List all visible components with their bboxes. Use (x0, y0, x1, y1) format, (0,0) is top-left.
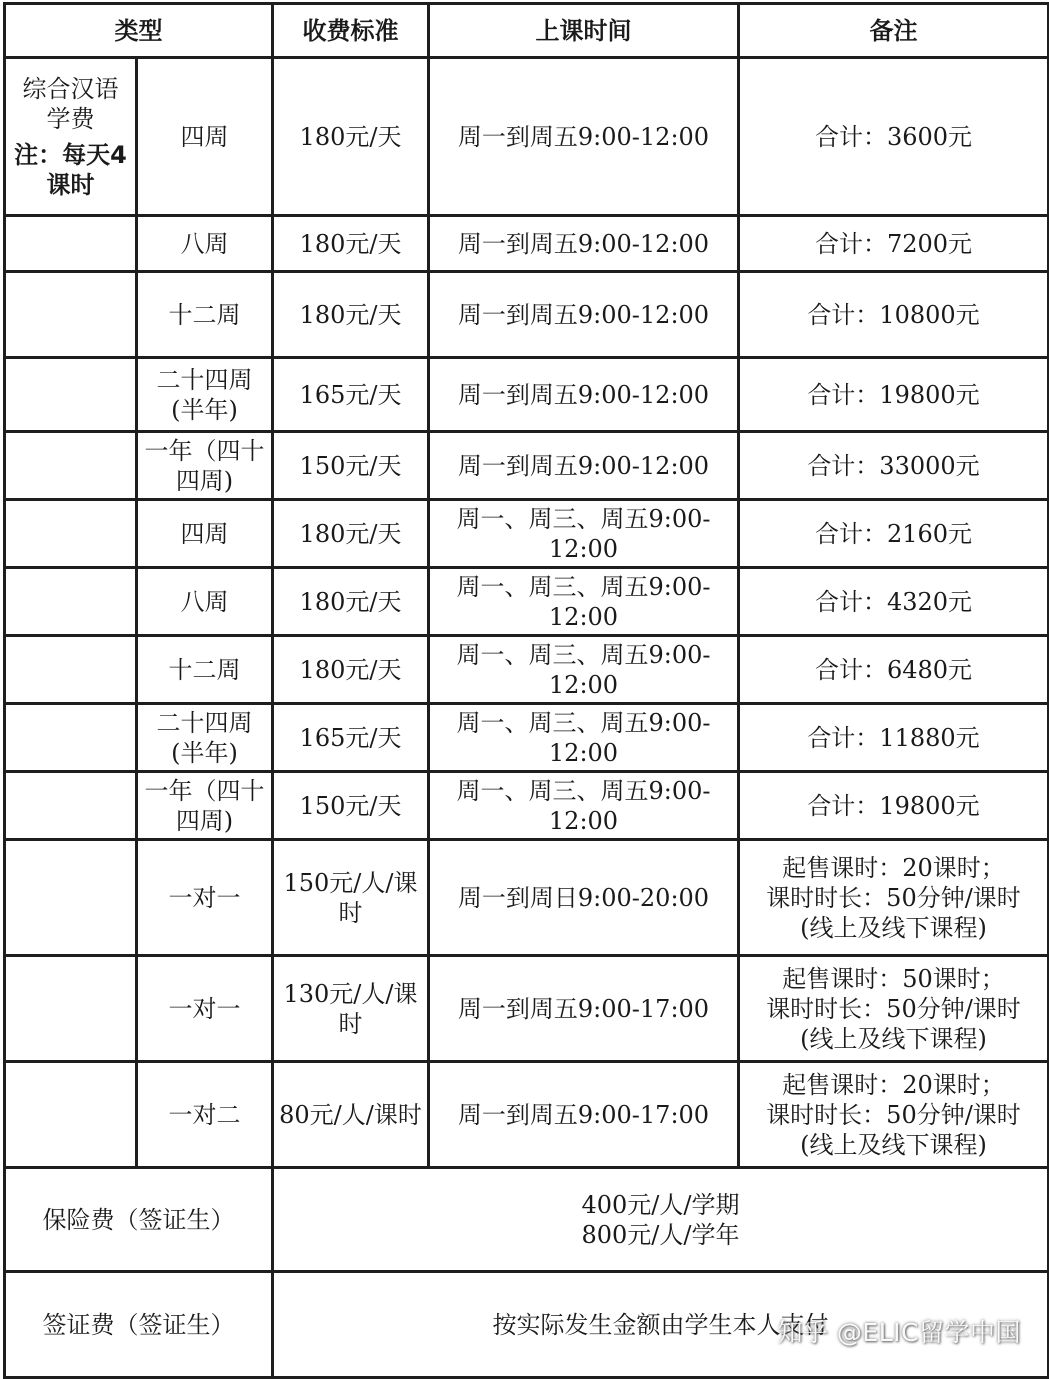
remark-cell: 合计：2160元 (739, 500, 1049, 568)
duration-cell: 一年（四十 四周) (137, 432, 273, 500)
fee-cell: 180元/天 (273, 636, 429, 704)
fee-cell: 150元/天 (273, 772, 429, 840)
table-row (5, 840, 1049, 956)
duration-cell: 十二周 (137, 272, 273, 358)
schedule-cell: 周一到周五9:00-17:00 (429, 956, 739, 1062)
category-cell-empty (5, 500, 137, 568)
schedule-cell: 周一、周三、周五9:00- 12:00 (429, 704, 739, 772)
table-row (5, 500, 1049, 568)
schedule-cell: 周一、周三、周五9:00- 12:00 (429, 772, 739, 840)
header-type: 类型 (5, 4, 273, 58)
header-row (5, 4, 1049, 58)
schedule-cell: 周一到周五9:00-12:00 (429, 58, 739, 216)
category-cell (5, 58, 137, 216)
table-row (5, 272, 1049, 358)
schedule-cell: 周一、周三、周五9:00- 12:00 (429, 636, 739, 704)
watermark: 知乎 @ELIC留学中国 (777, 1318, 1021, 1347)
schedule-cell: 周一到周五9:00-17:00 (429, 1062, 739, 1168)
remark-cell: 合计：3600元 (739, 58, 1049, 216)
table-row (5, 772, 1049, 840)
category-cell-empty (5, 772, 137, 840)
schedule-cell: 周一、周三、周五9:00- 12:00 (429, 568, 739, 636)
duration-cell: 一对一 (137, 840, 273, 956)
category-cell-empty (5, 1062, 137, 1168)
header-schedule: 上课时间 (429, 4, 739, 58)
fee-cell: 180元/天 (273, 272, 429, 358)
duration-cell: 一年（四十 四周) (137, 772, 273, 840)
table-row (5, 956, 1049, 1062)
category-cell-empty (5, 358, 137, 432)
category-title: 综合汉语 学费 (22, 74, 119, 133)
fee-cell: 165元/天 (273, 704, 429, 772)
table-row (5, 636, 1049, 704)
duration-cell: 一对二 (137, 1062, 273, 1168)
category-cell-empty (5, 636, 137, 704)
remark-cell: 起售课时：20课时； 课时时长：50分钟/课时 (线上及线下课程) (739, 1062, 1049, 1168)
table-row (5, 568, 1049, 636)
header-fee: 收费标准 (273, 4, 429, 58)
remark-cell: 起售课时：50课时； 课时时长：50分钟/课时 (线上及线下课程) (739, 956, 1049, 1062)
fee-cell: 180元/天 (273, 216, 429, 272)
fee-cell: 150元/人/课 时 (273, 840, 429, 956)
visa-label: 签证费（签证生） (5, 1272, 273, 1378)
schedule-cell: 周一到周五9:00-12:00 (429, 432, 739, 500)
remark-cell: 合计：10800元 (739, 272, 1049, 358)
header-remark: 备注 (739, 4, 1049, 58)
table-row (5, 58, 1049, 216)
insurance-label: 保险费（签证生） (5, 1168, 273, 1272)
category-cell-empty (5, 216, 137, 272)
remark-cell: 合计：6480元 (739, 636, 1049, 704)
fee-cell: 180元/天 (273, 58, 429, 216)
fee-table (3, 2, 1049, 1379)
category-note: 注：每天4 课时 (14, 140, 127, 199)
duration-cell: 二十四周 (半年) (137, 704, 273, 772)
schedule-cell: 周一、周三、周五9:00- 12:00 (429, 500, 739, 568)
schedule-cell: 周一到周五9:00-12:00 (429, 358, 739, 432)
schedule-cell: 周一到周日9:00-20:00 (429, 840, 739, 956)
fee-cell: 180元/天 (273, 500, 429, 568)
remark-cell: 合计：4320元 (739, 568, 1049, 636)
duration-cell: 四周 (137, 58, 273, 216)
duration-cell: 一对一 (137, 956, 273, 1062)
category-cell-empty (5, 432, 137, 500)
duration-cell: 十二周 (137, 636, 273, 704)
duration-cell: 八周 (137, 216, 273, 272)
category-cell-empty (5, 956, 137, 1062)
fee-cell: 150元/天 (273, 432, 429, 500)
schedule-cell: 周一到周五9:00-12:00 (429, 216, 739, 272)
category-cell-empty (5, 568, 137, 636)
remark-cell: 合计：11880元 (739, 704, 1049, 772)
fee-cell: 165元/天 (273, 358, 429, 432)
duration-cell: 八周 (137, 568, 273, 636)
table-row (5, 432, 1049, 500)
duration-cell: 四周 (137, 500, 273, 568)
remark-cell: 合计：19800元 (739, 772, 1049, 840)
category-cell-empty (5, 704, 137, 772)
table-row (5, 358, 1049, 432)
insurance-row (5, 1168, 1049, 1272)
table-row (5, 1062, 1049, 1168)
remark-cell: 合计：19800元 (739, 358, 1049, 432)
table-row (5, 704, 1049, 772)
fee-cell: 80元/人/课时 (273, 1062, 429, 1168)
category-cell-empty (5, 272, 137, 358)
visa-value: 按实际发生金额由学生本人支付 (273, 1272, 1049, 1378)
table-row (5, 216, 1049, 272)
schedule-cell: 周一到周五9:00-12:00 (429, 272, 739, 358)
insurance-value: 400元/人/学期 800元/人/学年 (273, 1168, 1049, 1272)
fee-cell: 130元/人/课 时 (273, 956, 429, 1062)
fee-cell: 180元/天 (273, 568, 429, 636)
duration-cell: 二十四周 (半年) (137, 358, 273, 432)
category-cell-empty (5, 840, 137, 956)
remark-cell: 合计：33000元 (739, 432, 1049, 500)
remark-cell: 合计：7200元 (739, 216, 1049, 272)
remark-cell: 起售课时：20课时； 课时时长：50分钟/课时 (线上及线下课程) (739, 840, 1049, 956)
